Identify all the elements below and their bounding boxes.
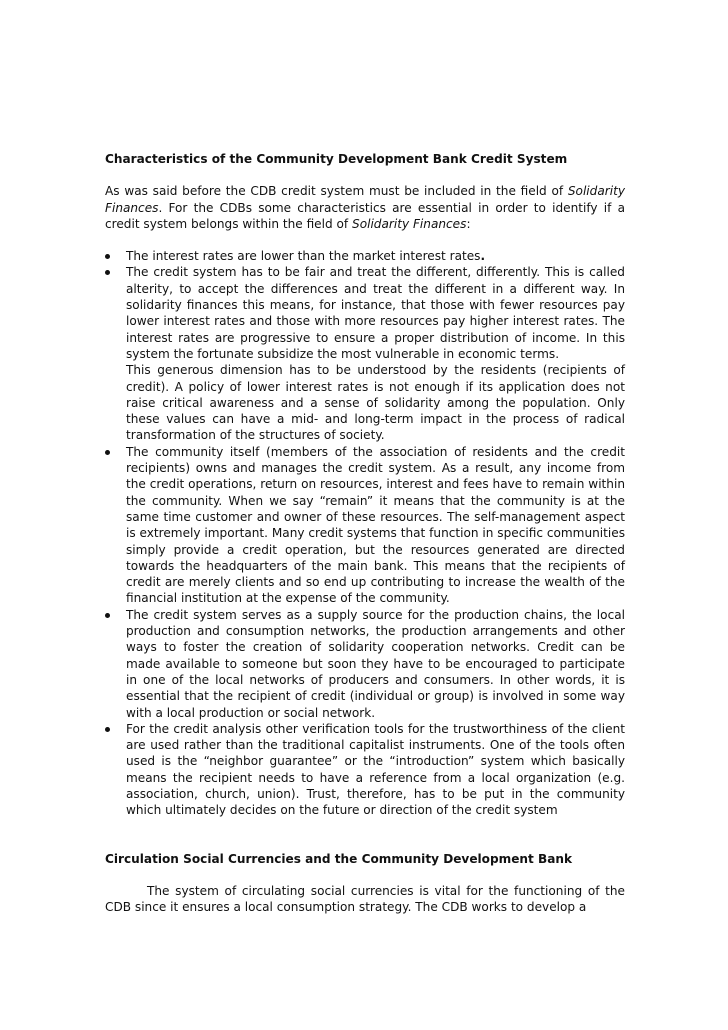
- list-item: [105, 444, 625, 607]
- bullet-icon: [105, 270, 110, 275]
- spacer: [105, 167, 625, 183]
- list-item-text: The community itself (members of the association of residents and the credit recipients) owns and manages the credit system. As a result, any income from the credit operations, return on resources, interest and fees have to remain within the community. When we say “remain” it means that the community is at the same time customer and owner of these resources. The self-management aspect is extremely important. Many credit systems that function in specific communities simply provide a credit operation, but the resources generated are directed towards the headquarters of the main bank. This means that the recipients of credit are merely clients and so end up contributing to increase the wealth of the financial institution at the expense of the community.: [126, 444, 625, 606]
- spacer: [105, 819, 625, 851]
- spacer: [105, 867, 625, 883]
- body-paragraph: [105, 883, 625, 916]
- list-item-text: The credit system has to be fair and treat the different, differently. This is called alterity, to accept the differences and treat the different in a different way. In solidarity finances this means, for instance, that those with fewer resources pay lower interest rates and those with more resources pay higher interest rates. The interest rates are progressive to ensure a proper distribution of income. In this system the fortunate subsidize the most vulnerable in economic terms.: [126, 265, 625, 361]
- intro-emphasis-1: Solidarity Finances: [105, 184, 625, 215]
- list-item-extra-text: This generous dimension has to be understood by the residents (recipients of credit). A policy of lower interest rates is not enough if its application does not raise critical awareness and a sense of solidarity among the population. Only these values can have a mid- and long-term impact in the process of radical transformation of the structures of society.: [126, 363, 625, 443]
- list-item-suffix: .: [480, 249, 486, 264]
- bullet-icon: [105, 450, 110, 455]
- bullet-icon: [105, 254, 110, 259]
- list-item-text: For the credit analysis other verification tools for the trustworthiness of the client are used rather than the traditional capitalist instruments. One of the tools often used is the “neighbor guarantee” or the “introduction” system which basically means the recipient needs to have a reference from a local organization (e.g. association, church, union). Trust, therefore, has to be put in the community which ultimately decides on the future or direction of the credit system: [126, 721, 625, 818]
- list-item-text: [126, 248, 625, 264]
- list-item: [105, 248, 625, 264]
- document-page: [105, 151, 625, 915]
- section-heading-credit-system: Characteristics of the Community Development Bank Credit System: [105, 152, 568, 166]
- intro-emphasis-2: Solidarity Finances: [352, 216, 467, 231]
- bullet-icon: [105, 727, 110, 732]
- intro-text-2: . For the CDBs some characteristics are essential in order to identify if a credit system belongs within the field of: [105, 200, 625, 231]
- body-paragraph-text: The system of circulating social currencies is vital for the functioning of the CDB since it ensures a local consumption strategy. The CDB works to develop a: [105, 883, 625, 915]
- list-item: [105, 607, 625, 721]
- list-item: [105, 721, 625, 819]
- intro-text-3: :: [466, 216, 471, 231]
- list-item-text: The credit system serves as a supply source for the production chains, the local production and consumption networks, the production arrangements and other ways to foster the creation of solidarity cooperation networks. Credit can be made available to someone but soon they have to be encouraged to participate in one of the local networks of producers and consumers. In other words, it is essential that the recipient of credit (individual or group) is involved in some way with a local production or social network.: [126, 607, 625, 720]
- list-item: [105, 264, 625, 443]
- intro-paragraph: [105, 183, 625, 232]
- intro-text-1: As was said before the CDB credit system must be included in the field of: [105, 184, 568, 199]
- spacer: [105, 232, 625, 248]
- bullet-icon: [105, 613, 110, 618]
- list-item-body: The interest rates are lower than the market interest rates: [126, 249, 481, 264]
- section-heading-social-currencies: Circulation Social Currencies and the Community Development Bank: [105, 851, 573, 866]
- characteristics-list: [105, 248, 625, 818]
